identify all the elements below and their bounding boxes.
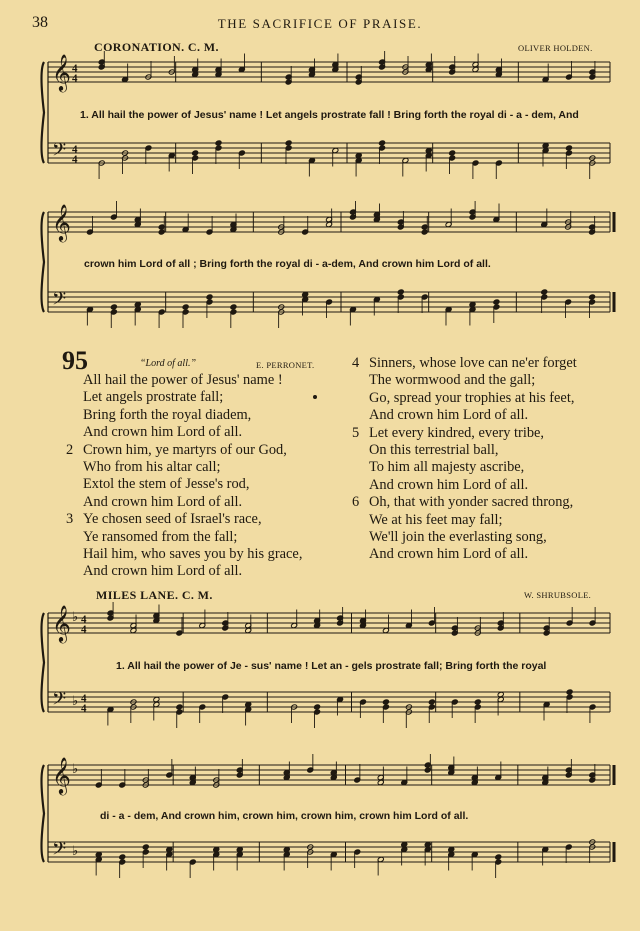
time-signature-bottom: 4 — [72, 153, 78, 166]
tune-name-miles-lane: MILES LANE. C. M. — [96, 588, 213, 602]
time-signature-bottom: 4 — [81, 702, 87, 715]
hymn-number: 95 — [62, 346, 88, 375]
verse-number: 6 — [352, 494, 360, 511]
verse-line — [352, 372, 577, 389]
verse-line — [352, 512, 577, 529]
verse-line — [352, 459, 577, 476]
notes — [95, 754, 595, 788]
time-signature-bottom: 4 — [72, 72, 78, 85]
verse-line — [352, 546, 577, 563]
treble-staff — [48, 62, 610, 82]
verse-text: The wormwood and the gall; — [369, 372, 536, 389]
verse-line — [66, 546, 302, 563]
notes — [107, 689, 596, 728]
time-signature-top: 4 — [81, 692, 87, 705]
lyric-line: 1. All hail the power of Jesus' name ! Let angels prostrate fall ! Bring forth the royal di - a - dem, And — [80, 109, 579, 121]
verse-line — [352, 407, 577, 424]
verse-text: Who from his altar call; — [83, 458, 221, 475]
notes — [98, 51, 596, 85]
miles-lane-system-1 — [0, 603, 640, 763]
verse-line — [66, 442, 302, 459]
key-signature-flat: ♭ — [72, 609, 79, 624]
bass-staff — [48, 842, 610, 862]
verse-text: And crown him Lord of all. — [369, 476, 529, 493]
verse-text: And crown him Lord of all. — [83, 563, 243, 580]
verse-text: Let every kindred, every tribe, — [369, 424, 545, 441]
verse-line — [352, 425, 577, 442]
verse-line — [66, 529, 302, 546]
composer-coronation: OLIVER HOLDEN. — [518, 43, 593, 53]
treble-clef: 𝄞 — [52, 604, 71, 642]
notes — [87, 289, 596, 328]
time-signature-bottom: 4 — [81, 623, 87, 636]
verse-line — [66, 494, 302, 511]
verse-line — [66, 407, 302, 424]
bass-clef: 𝄢 — [52, 839, 67, 864]
verse-line — [66, 511, 302, 528]
verse-text: We at his feet may fall; — [369, 511, 503, 528]
verse-line — [352, 355, 577, 372]
key-signature-flat: ♭ — [72, 843, 79, 858]
verse-line — [66, 459, 302, 476]
verse-text: We'll join the everlasting song, — [369, 528, 547, 545]
lyric-line: 1. All hail the power of Je - sus' name ! Let an - gels prostrate fall; Bring forth the royal — [116, 660, 547, 672]
verses-right-column — [352, 355, 577, 564]
bass-clef: 𝄢 — [52, 289, 67, 314]
bass-staff — [48, 143, 610, 163]
verse-line — [66, 476, 302, 493]
treble-staff — [48, 765, 610, 785]
notes — [95, 839, 595, 878]
verse-line — [352, 494, 577, 511]
treble-clef: 𝄞 — [52, 203, 71, 241]
system-brace — [42, 62, 45, 163]
verse-number: 2 — [66, 441, 74, 458]
verse-text: Oh, that with yonder sacred throng, — [369, 494, 574, 511]
lyric-line: di - a - dem, And crown him, crown him, crown him, crown him Lord of all. — [100, 810, 469, 822]
verse-text: Let angels prostrate fall; — [83, 389, 224, 406]
bass-clef: 𝄢 — [52, 140, 67, 165]
system-brace — [42, 613, 45, 712]
verse-text: All hail the power of Jesus' name ! — [83, 372, 283, 388]
verse-line — [352, 442, 577, 459]
system-brace — [42, 212, 45, 312]
verse-text: Extol the stem of Jesse's rod, — [83, 476, 250, 493]
verse-line — [352, 390, 577, 407]
verse-text: Ye ransomed from the fall; — [83, 528, 238, 545]
verse-text: And crown him Lord of all. — [369, 546, 529, 563]
treble-clef: 𝄞 — [52, 53, 71, 91]
miles-lane-system-2 — [0, 755, 640, 915]
hymn-author: E. PERRONET. — [256, 360, 315, 370]
verse-text: And crown him Lord of all. — [83, 493, 243, 510]
verses-left-column — [66, 372, 302, 581]
verse-line — [352, 529, 577, 546]
key-signature-flat: ♭ — [72, 761, 79, 776]
verse-text: Ye chosen seed of Israel's race, — [83, 511, 262, 528]
page-number: 38 — [32, 14, 48, 31]
time-signature-top: 4 — [72, 143, 78, 156]
verse-text: Crown him, ye martyrs of our God, — [83, 441, 287, 458]
lyric-line: crown him Lord of all ; Bring forth the royal di - a-dem, And crown him Lord of all. — [84, 258, 491, 270]
hymn-subtitle: “Lord of all.” — [140, 358, 197, 369]
verse-line — [66, 563, 302, 580]
running-head: THE SACRIFICE OF PRAISE. — [217, 16, 423, 31]
verse-number: 5 — [352, 424, 360, 441]
verse-text: Hail him, who saves you by his grace, — [83, 545, 303, 562]
verse-text: Bring forth the royal diadem, — [83, 406, 252, 423]
coronation-system-1 — [0, 52, 640, 212]
bass-clef: 𝄢 — [52, 689, 67, 714]
time-signature-top: 4 — [72, 62, 78, 75]
notes — [87, 201, 596, 235]
treble-clef: 𝄞 — [52, 756, 71, 794]
treble-staff — [48, 613, 610, 633]
verse-line — [352, 477, 577, 494]
verse-text: On this terrestrial ball, — [369, 441, 499, 458]
verse-text: Go, spread your trophies at his feet, — [369, 389, 575, 406]
notes — [98, 140, 596, 179]
verse-text: To him all majesty ascribe, — [369, 459, 525, 476]
notes — [107, 602, 596, 636]
verse-line — [66, 389, 302, 406]
verse-number: 3 — [66, 511, 74, 528]
verse-text: Sinners, whose love can ne'er forget — [369, 355, 577, 371]
verse-line — [66, 372, 302, 389]
tune-name-coronation: CORONATION. C. M. — [94, 40, 219, 54]
composer-miles-lane: W. SHRUBSOLE. — [524, 590, 592, 600]
coronation-system-2 — [0, 202, 640, 362]
verse-text: And crown him Lord of all. — [369, 407, 529, 424]
time-signature-top: 4 — [81, 613, 87, 626]
bullet-mark — [313, 395, 317, 399]
system-brace — [42, 765, 45, 862]
verse-line — [66, 424, 302, 441]
verse-number: 4 — [352, 355, 360, 371]
key-signature-flat: ♭ — [72, 693, 79, 708]
verse-text: And crown him Lord of all. — [83, 424, 243, 441]
